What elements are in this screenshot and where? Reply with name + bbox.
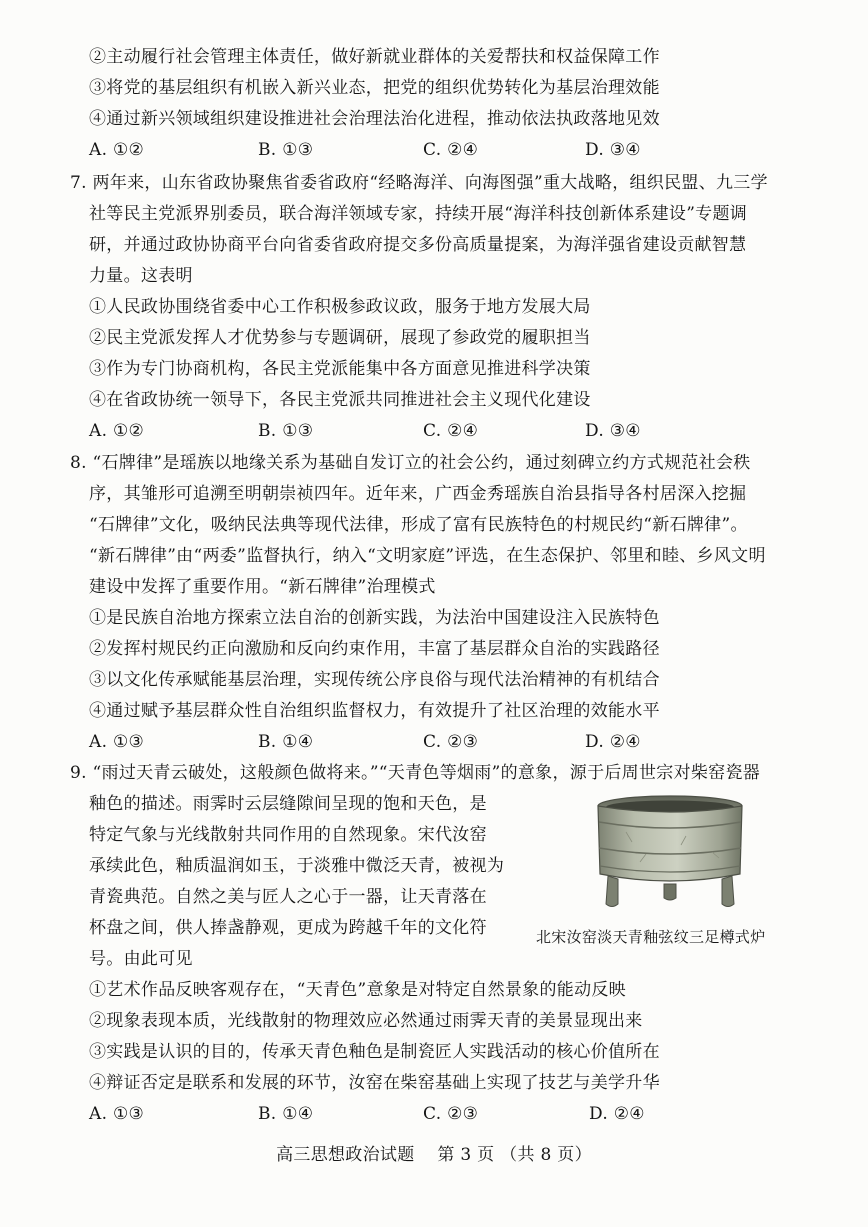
q9-option-d: D. ②④ xyxy=(589,1104,645,1124)
q6-option-d: D. ③④ xyxy=(585,140,641,160)
ru-ware-tripod-censer-image xyxy=(586,792,754,912)
q9-option-a: A. ①③ xyxy=(89,1104,145,1124)
q7-option-d: D. ③④ xyxy=(585,421,641,441)
q8-option-a: A. ①③ xyxy=(89,732,145,752)
q7-stem-line: 社等民主党派界别委员，联合海洋领域专家，持续开展“海洋科技创新体系建设”专题调 xyxy=(89,204,748,224)
q6-options xyxy=(0,139,868,161)
q7-option-c: C. ②④ xyxy=(423,421,479,441)
q9-stem-line: 承续此色，釉质温润如玉，于淡雅中微泛天青，被视为 xyxy=(89,856,505,876)
q9-option-c: C. ②③ xyxy=(423,1104,479,1124)
q7-options xyxy=(0,420,868,442)
q8-stem-line: “石牌律”文化，吸纳民法典等现代法律，形成了富有民族特色的村规民约“新石牌律”。 xyxy=(89,515,748,535)
q9-item-3: ③实践是认识的目的，传承天青色釉色是制瓷匠人实践活动的核心价值所在 xyxy=(89,1042,660,1062)
q9-stem-line: 号。由此可见 xyxy=(89,949,193,969)
q8-option-d: D. ②④ xyxy=(585,732,641,752)
q9-stem-line: 杯盘之间，供人捧盏静观，更成为跨越千年的文化符 xyxy=(89,918,487,938)
q8-item-2: ②发挥村规民约正向激励和反向约束作用，丰富了基层群众自治的实践路径 xyxy=(89,639,660,659)
q6-item-3: ③将党的基层组织有机嵌入新兴业态，把党的组织优势转化为基层治理效能 xyxy=(89,78,660,98)
q8-stem-line: “新石牌律”由“两委”监督执行，纳入“文明家庭”评选，在生态保护、邻里和睦、乡风文明 xyxy=(89,546,766,566)
q6-option-b: B. ①③ xyxy=(258,140,314,160)
q9-stem-line: 9. “雨过天青云破处，这般颜色做将来。”“天青色等烟雨”的意象，源于后周世宗对柴窑瓷器 xyxy=(70,763,761,783)
q7-item-4: ④在省政协统一领导下，各民主党派共同推进社会主义现代化建设 xyxy=(89,390,591,410)
page-footer: 高三思想政治试题 第 3 页 （共 8 页） xyxy=(276,1145,592,1165)
q6-item-2: ②主动履行社会管理主体责任，做好新就业群体的关爱帮扶和权益保障工作 xyxy=(89,47,660,67)
q9-options xyxy=(0,1103,868,1125)
q6-item-4: ④通过新兴领域组织建设推进社会治理法治化进程，推动依法执政落地见效 xyxy=(89,109,660,129)
q7-item-1: ①人民政协围绕省委中心工作积极参政议政，服务于地方发展大局 xyxy=(89,297,591,317)
q8-option-b: B. ①④ xyxy=(258,732,314,752)
q8-options xyxy=(0,731,868,753)
q7-item-3: ③作为专门协商机构，各民主党派能集中各方面意见推进科学决策 xyxy=(89,359,591,379)
q8-stem-line: 建设中发挥了重要作用。“新石牌律”治理模式 xyxy=(89,577,436,597)
q8-stem-line: 8. “石牌律”是瑶族以地缘关系为基础自发订立的社会公约，通过刻碑立约方式规范社会秩 xyxy=(70,453,751,473)
q6-option-c: C. ②④ xyxy=(423,140,479,160)
q8-stem-line: 序，其雏形可追溯至明朝崇祯四年。近年来，广西金秀瑶族自治县指导各村居深入挖掘 xyxy=(89,484,747,504)
q7-stem-line: 力量。这表明 xyxy=(89,266,193,286)
q9-stem-line: 特定气象与光线散射共同作用的自然现象。宋代汝窑 xyxy=(89,825,487,845)
q9-stem-line: 釉色的描述。雨霁时云层缝隙间呈现的饱和天色，是 xyxy=(89,794,487,814)
q7-stem-line: 研，并通过政协协商平台向省委省政府提交多份高质量提案，为海洋强省建设贡献智慧 xyxy=(89,235,747,255)
q7-item-2: ②民主党派发挥人才优势参与专题调研，展现了参政党的履职担当 xyxy=(89,328,591,348)
q8-option-c: C. ②③ xyxy=(423,732,479,752)
figure-caption: 北宋汝窑淡天青釉弦纹三足樽式炉 xyxy=(536,928,766,946)
q9-item-1: ①艺术作品反映客观存在，“天青色”意象是对特定自然景象的能动反映 xyxy=(89,980,626,1000)
q7-stem-line: 7. 两年来，山东省政协聚焦省委省政府“经略海洋、向海图强”重大战略，组织民盟、九三学 xyxy=(70,173,768,193)
q8-item-3: ③以文化传承赋能基层治理，实现传统公序良俗与现代法治精神的有机结合 xyxy=(89,670,660,690)
q7-option-b: B. ①③ xyxy=(258,421,314,441)
q8-item-4: ④通过赋予基层群众性自治组织监督权力，有效提升了社区治理的效能水平 xyxy=(89,701,660,721)
q7-option-a: A. ①② xyxy=(89,421,145,441)
q9-item-4: ④辩证否定是联系和发展的环节，汝窑在柴窑基础上实现了技艺与美学升华 xyxy=(89,1073,660,1093)
q9-item-2: ②现象表现本质，光线散射的物理效应必然通过雨霁天青的美景显现出来 xyxy=(89,1011,643,1031)
q8-item-1: ①是民族自治地方探索立法自治的创新实践，为法治中国建设注入民族特色 xyxy=(89,608,660,628)
q6-option-a: A. ①② xyxy=(89,140,145,160)
q9-stem-line: 青瓷典范。自然之美与匠人之心于一器，让天青落在 xyxy=(89,887,487,907)
q9-option-b: B. ①④ xyxy=(258,1104,314,1124)
